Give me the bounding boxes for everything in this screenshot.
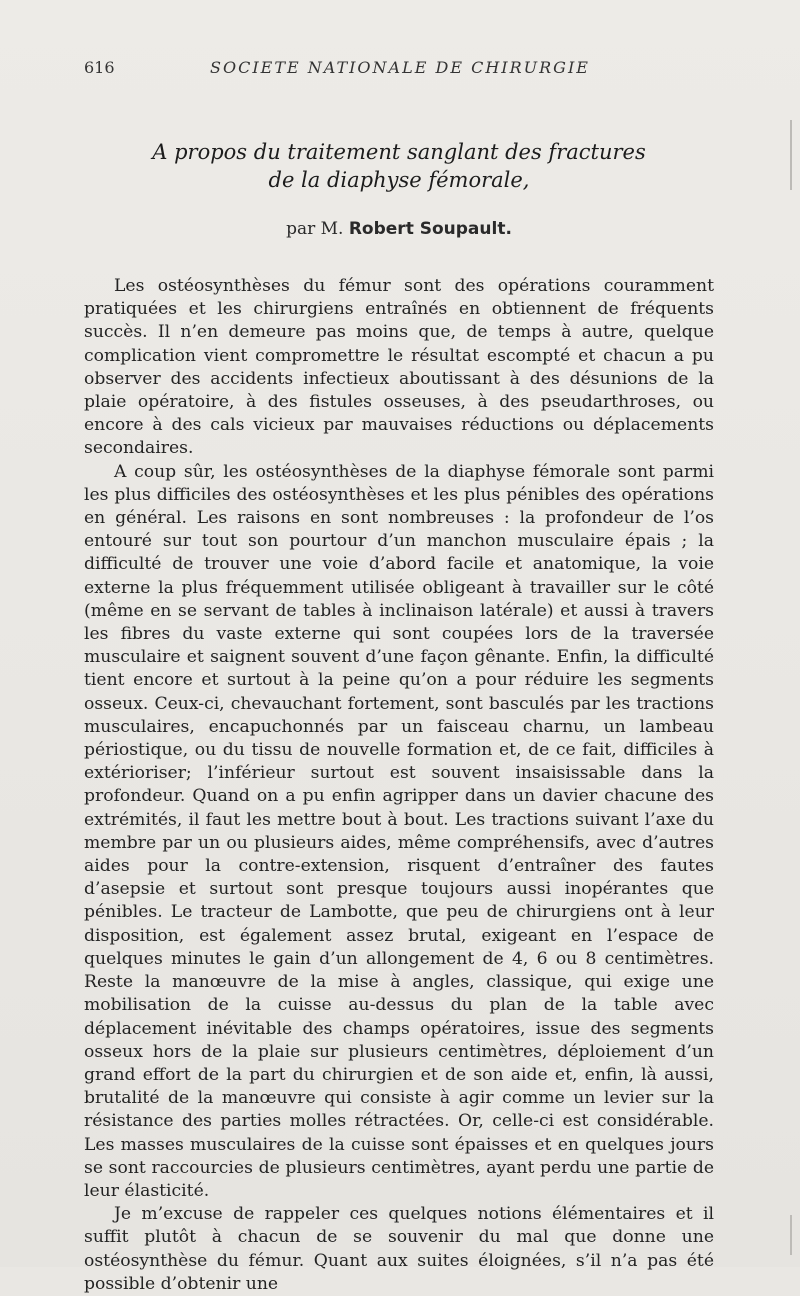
journal-title: SOCIETE NATIONALE DE CHIRURGIE (210, 58, 590, 77)
scan-edge-mark (790, 120, 792, 190)
author-byline (84, 219, 714, 239)
author-name: Robert Soupault. (348, 219, 512, 239)
running-header (84, 58, 714, 84)
byline-prefix: par M. (286, 219, 349, 239)
paragraph-1: Les ostéosynthèses du fémur sont des opérations couramment pratiquées et les chirurgiens entraînés en obtiennent de fréquents succès. Il n’en demeure pas moins que, de temps à autre, quelque complication vient compromettre le résultat escompté et chacun a pu observer des accidents infectieux aboutissant à des désunions de la plaie opératoire, à des fistules osseuses, à des pseudarthroses, ou encore à des cals vicieux par mauvaises réductions ou déplacements secondaires. (84, 276, 714, 459)
page-number: 616 (84, 58, 115, 77)
scan-edge-mark (790, 1215, 792, 1255)
article-title-line-1: A propos du traitement sanglant des fractures (152, 140, 646, 164)
article-title (84, 138, 714, 194)
paragraph-2: A coup sûr, les ostéosynthèses de la diaphyse fémorale sont parmi les plus difficiles des ostéosynthèses et les plus pénibles des opérations en général. Les raisons en sont nombreuses : la profondeur de l’os entouré sur tout son pourtour d’un manchon musculaire épais ; la difficulté de trouver une voie d’abord facile et anatomique, la voie externe la plus fréquemment utilisée obligeant à travailler sur le côté (même en se servant de tables à inclinaison latérale) et aussi à travers les fibres du vaste externe qui sont coupées lors de la traversée musculaire et saignent souvent d’une façon gênante. Enfin, la difficulté tient encore et surtout à la peine qu’on a pour réduire les segments osseux. Ceux-ci, chevauchant fortement, sont basculés par les tractions musculaires, encapuchonnés par un faisceau charnu, un lambeau périostique, ou du tissu de nouvelle formation et, de ce fait, difficiles à extérioriser; l’inférieur surtout est souvent insaisissable dans la profondeur. Quand on a pu enfin agripper dans un davier chacune des extrémités, il faut les mettre bout à bout. Les tractions suivant l’axe du membre par un ou plusieurs aides, même compréhensifs, avec d’autres aides pour la contre-extension, risquent d’entraîner des fautes d’asepsie et surtout sont presque toujours aussi inopérantes que pénibles. Le tracteur de Lambotte, que peu de chirurgiens ont à leur disposition, est également assez brutal, exigeant en l’espace de quelques minutes le gain d’un allongement de 4, 6 ou 8 centimètres. Reste la manœuvre de la mise à angles, classique, qui exige une mobilisation de la cuisse au-dessus du plan de la table avec déplacement inévitable des champs opératoires, issue des segments osseux hors de la plaie sur plusieurs centimètres, déploiement d’un grand effort de la part du chirurgien et de son aide et, enfin, là aussi, brutalité de la manœuvre qui consiste à agir comme un levier sur la résistance des parties molles rétractées. Or, celle-ci est considérable. Les masses musculaires de la cuisse sont épaisses et en quelques jours se sont raccourcies de plusieurs centimètres, ayant perdu une partie de leur élasticité. (84, 461, 714, 1201)
article-body (84, 275, 714, 1296)
paragraph-3: Je m’excuse de rappeler ces quelques notions élémentaires et il suffit plutôt à chacun de se souvenir du mal que donne une ostéosynthèse du fémur. Quant aux suites éloignées, s’il n’a pas été possible d’obtenir une (84, 1204, 714, 1294)
article-title-line-2: de la diaphyse fémorale, (268, 168, 530, 192)
